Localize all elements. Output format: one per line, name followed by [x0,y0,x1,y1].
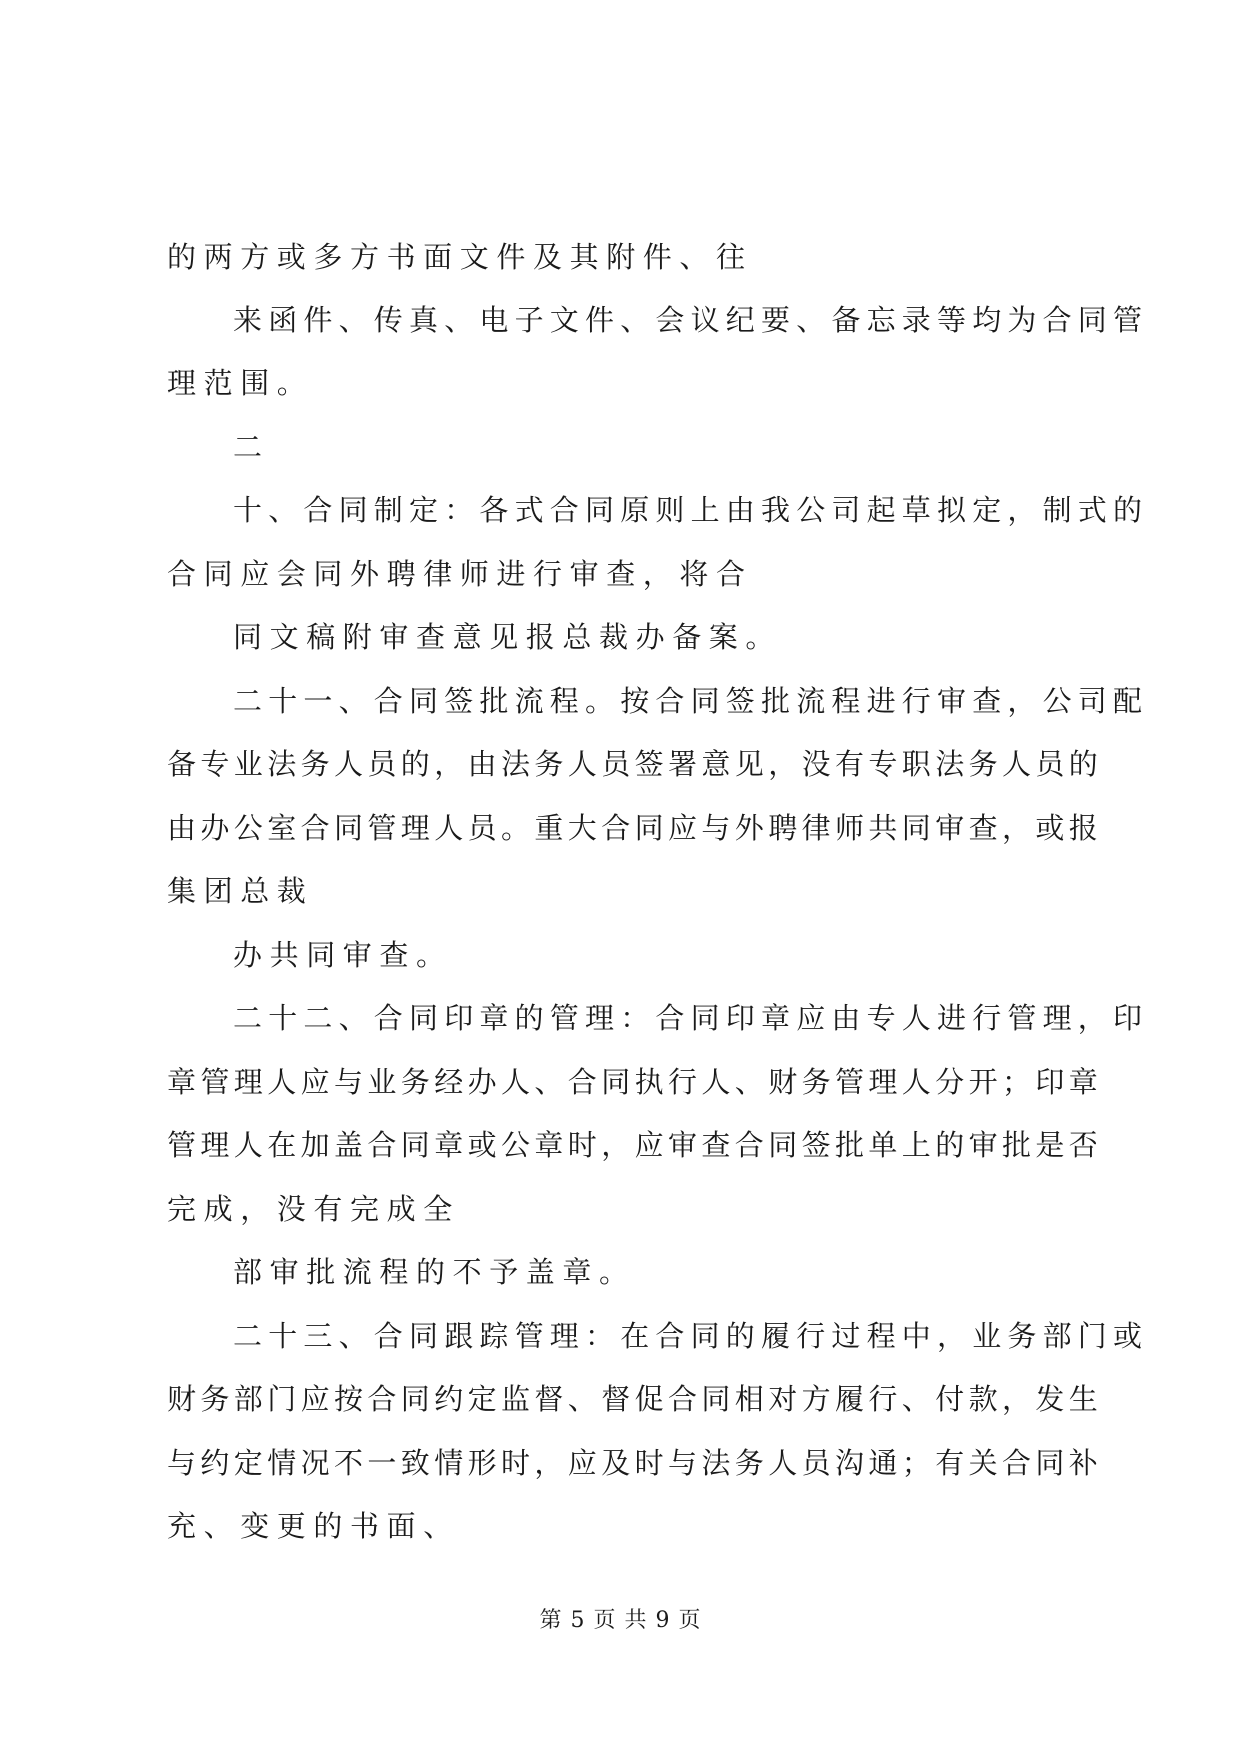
body-text-line: 二十三、合同跟踪管理：在合同的履行过程中，业务部门或 [233,1319,1149,1353]
body-text-line: 十、合同制定：各式合同原则上由我公司起草拟定，制式的 [233,493,1149,527]
body-text-line: 理范围。 [167,366,314,400]
body-text-line: 章管理人应与业务经办人、合同执行人、财务管理人分开；印章 [167,1065,1103,1099]
body-text-line: 二 [233,430,270,464]
page-number-footer: 第 5 页 共 9 页 [539,1608,702,1633]
body-text-line: 来函件、传真、电子文件、会议纪要、备忘录等均为合同管 [233,303,1149,337]
body-text-line: 同文稿附审查意见报总裁办备案。 [233,620,783,654]
body-text-line: 由办公室合同管理人员。重大合同应与外聘律师共同审查，或报 [167,811,1103,845]
body-text-line: 完成，没有完成全 [167,1192,460,1226]
body-text-line: 财务部门应按合同约定监督、督促合同相对方履行、付款，发生 [167,1382,1103,1416]
body-text-line: 备专业法务人员的，由法务人员签署意见，没有专职法务人员的 [167,747,1103,781]
body-text-line: 充、变更的书面、 [167,1509,460,1543]
body-text-line: 与约定情况不一致情形时，应及时与法务人员沟通；有关合同补 [167,1446,1103,1480]
body-text-line: 部审批流程的不予盖章。 [233,1255,636,1289]
body-text-line: 管理人在加盖合同章或公章时，应审查合同签批单上的审批是否 [167,1128,1103,1162]
body-text-line: 合同应会同外聘律师进行审查，将合 [167,557,753,591]
body-text-line: 办共同审查。 [233,938,453,972]
body-text-line: 的两方或多方书面文件及其附件、往 [167,240,753,274]
body-text-line: 二十一、合同签批流程。按合同签批流程进行审查，公司配 [233,684,1149,718]
body-text-line: 二十二、合同印章的管理：合同印章应由专人进行管理，印 [233,1001,1149,1035]
body-text-line: 集团总裁 [167,874,314,908]
